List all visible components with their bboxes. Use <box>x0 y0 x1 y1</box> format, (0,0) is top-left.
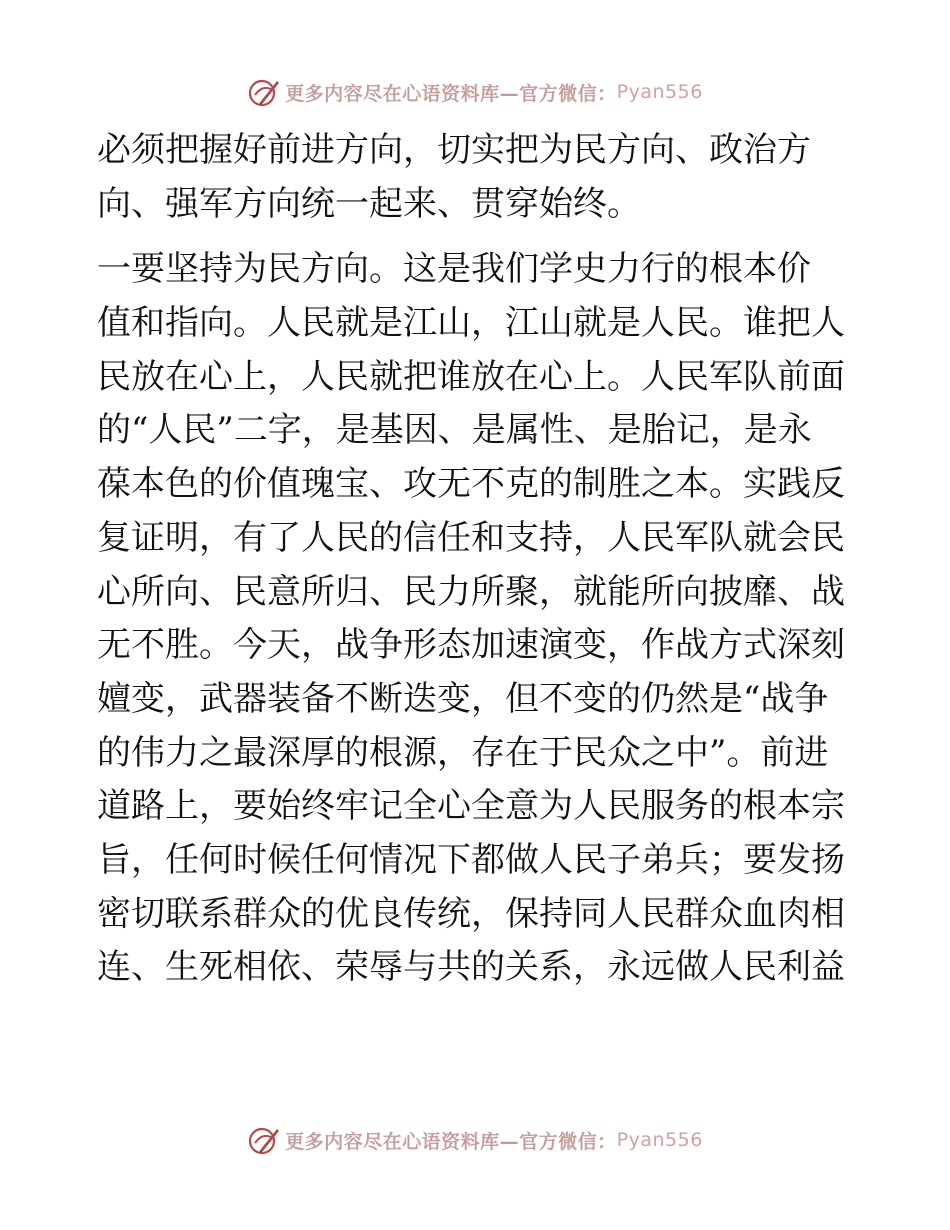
text-line: 值和指向。人民就是江山，江山就是人民。谁把人 <box>97 303 845 344</box>
paragraph-1 <box>97 124 857 231</box>
pen-globe-logo-icon <box>247 75 281 109</box>
text-line: 的伟力之最深厚的根源，存在于民众之中”。前进 <box>97 732 829 773</box>
footer-wechat-account: Pyan556 <box>616 1129 703 1151</box>
header-wechat-account: Pyan556 <box>616 81 703 103</box>
text-line: 民放在心上，人民就把谁放在心上。人民军队前面 <box>97 356 845 397</box>
text-line: 一要坚持为民方向。这是我们学史力行的根本价 <box>97 249 811 290</box>
text-line: 道路上，要始终牢记全心全意为人民服务的根本宗 <box>97 786 845 827</box>
text-line: 连、生死相依、荣辱与共的关系，永远做人民利益 <box>97 947 845 988</box>
text-line: 旨，任何时候任何情况下都做人民子弟兵；要发扬 <box>97 839 845 880</box>
header-banner <box>0 72 950 112</box>
text-line: 葆本色的价值瑰宝、攻无不克的制胜之本。实践反 <box>97 464 845 505</box>
text-line: 的“人民”二字，是基因、是属性、是胎记，是永 <box>97 410 812 451</box>
text-line: 必须把握好前进方向，切实把为民方向、政治方 <box>97 130 811 170</box>
footer-banner <box>0 1120 950 1160</box>
text-line: 嬗变，武器装备不断迭变，但不变的仍然是“战争 <box>97 678 829 719</box>
text-line: 无不胜。今天，战争形态加速演变，作战方式深刻 <box>97 625 845 666</box>
document-body <box>97 124 857 995</box>
text-line: 心所向、民意所归、民力所聚，就能所向披靡、战 <box>97 571 845 612</box>
pen-globe-logo-icon <box>247 1123 281 1157</box>
paragraph-2 <box>97 243 857 995</box>
footer-banner-text: 更多内容尽在心语资料库—官方微信： <box>285 1130 617 1153</box>
text-line: 向、强军方向统一起来、贯穿始终。 <box>97 183 641 224</box>
header-banner-text: 更多内容尽在心语资料库—官方微信： <box>285 82 617 105</box>
text-line: 复证明，有了人民的信任和支持，人民军队就会民 <box>97 517 845 558</box>
text-line: 密切联系群众的优良传统，保持同人民群众血肉相 <box>97 893 845 934</box>
